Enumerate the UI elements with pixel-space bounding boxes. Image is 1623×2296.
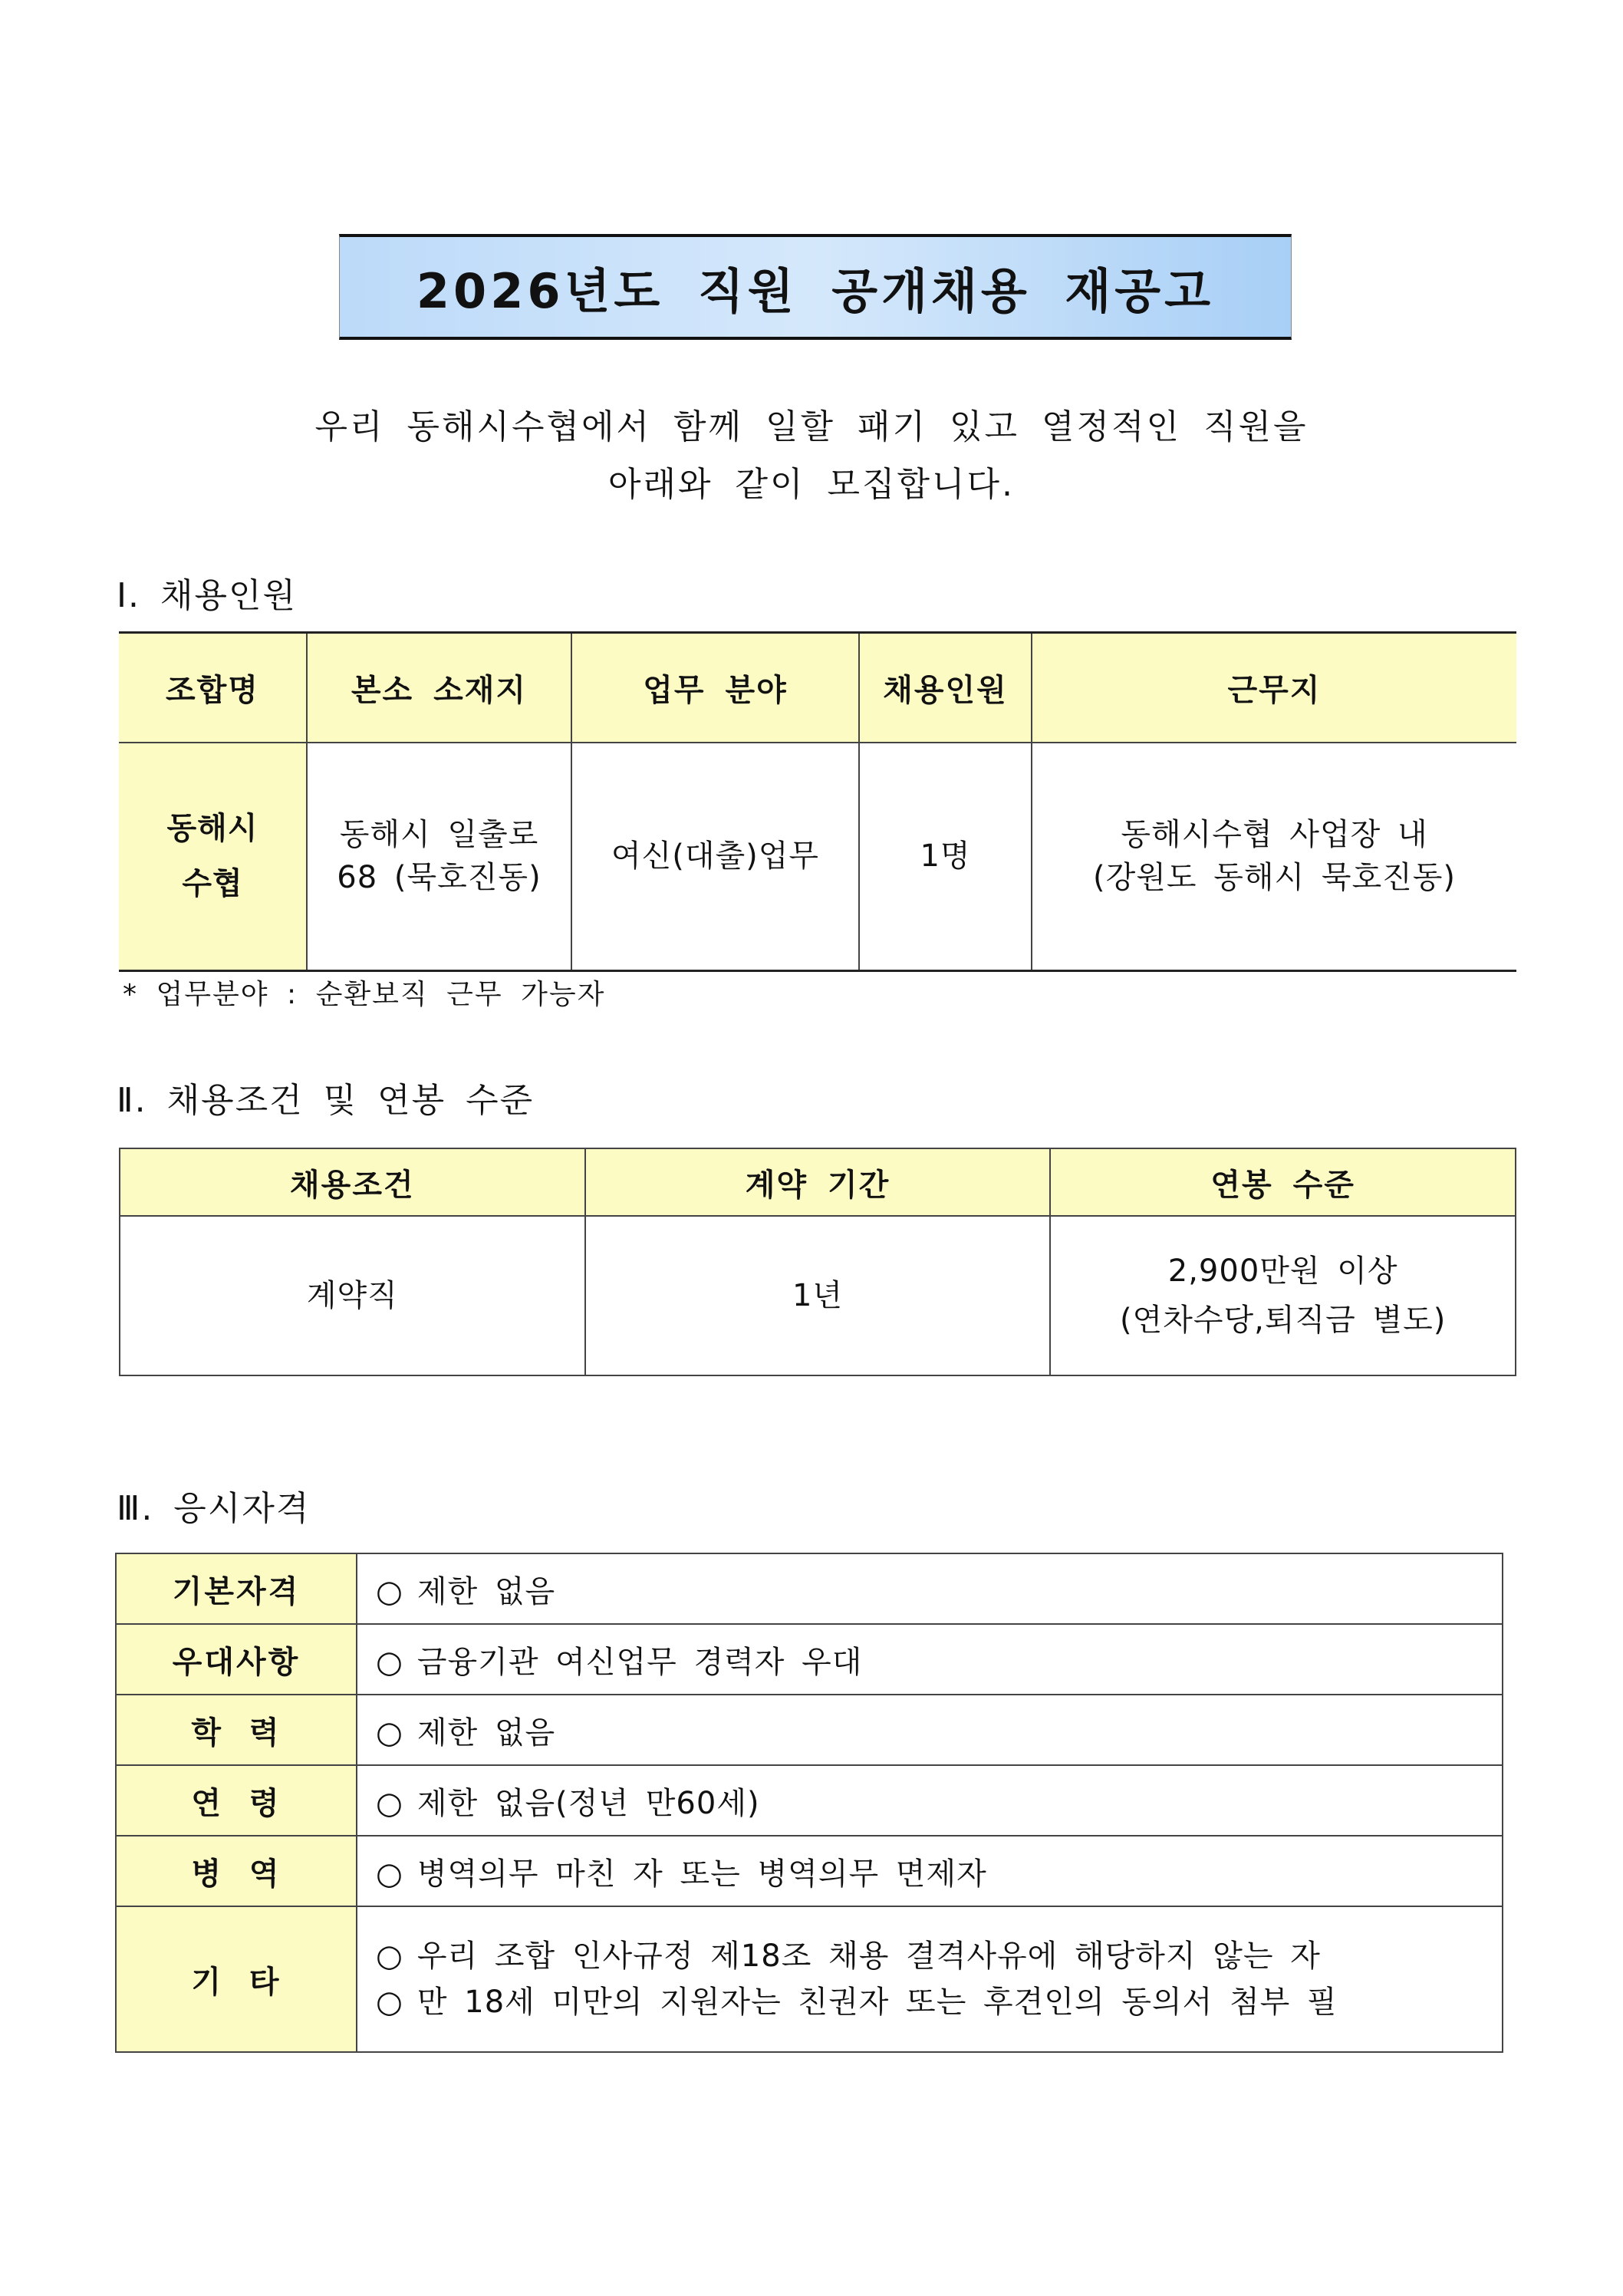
conditions-table (119, 1148, 1516, 1376)
table-row (116, 1836, 1503, 1906)
section-2-title: Ⅱ. 채용조건 및 연봉 수준 (117, 1081, 535, 1120)
value-text: 우리 조합 인사규정 제18조 채용 결격사유에 해당하지 않는 자 (416, 1939, 1321, 1974)
label-military: 병 역 (116, 1836, 357, 1906)
intro-line-2: 아래와 같이 모집합니다. (608, 465, 1015, 504)
circle-bullet-icon: ○ (376, 1985, 403, 2020)
table-row (119, 743, 1516, 971)
table-row (116, 1765, 1503, 1836)
address-line-1: 동해시 일출로 (339, 817, 539, 853)
circle-bullet-icon: ○ (376, 1856, 403, 1892)
cell-workplace (1032, 743, 1516, 971)
value-text: 제한 없음 (416, 1715, 556, 1751)
header-address: 본소 소재지 (307, 633, 571, 743)
label-age: 연 령 (116, 1765, 357, 1836)
table-header-row (120, 1148, 1516, 1216)
cell-count: 1명 (859, 743, 1032, 971)
salary-line-2: (연차수당,퇴직금 별도) (1119, 1303, 1447, 1338)
label-preference: 우대사항 (116, 1624, 357, 1695)
cell-field: 여신(대출)업무 (571, 743, 859, 971)
value-age (357, 1765, 1503, 1836)
section-1-note: * 업무분야 : 순환보직 근무 가능자 (123, 979, 606, 1010)
workplace-line-2: (강원도 동해시 묵호진동) (1092, 860, 1457, 896)
title-banner (339, 234, 1292, 340)
header-field: 업무 분야 (571, 633, 859, 743)
value-preference (357, 1624, 1503, 1695)
value-text: 금융기관 여신업무 경력자 우대 (416, 1644, 863, 1680)
union-line-2: 수협 (182, 866, 243, 902)
value-line (376, 1979, 1502, 2025)
value-line (376, 1933, 1502, 1979)
intro-line-1: 우리 동해시수협에서 함께 일할 패기 있고 열정적인 직원을 (314, 407, 1309, 446)
value-etc (357, 1906, 1503, 2052)
value-text: 제한 없음 (416, 1573, 556, 1609)
label-basic: 기본자격 (116, 1553, 357, 1624)
header-workplace: 근무지 (1032, 633, 1516, 743)
table-row (116, 1695, 1503, 1765)
cell-union (119, 743, 307, 971)
header-condition: 채용조건 (120, 1148, 585, 1216)
cell-condition: 계약직 (120, 1216, 585, 1375)
header-count: 채용인원 (859, 633, 1032, 743)
qualifications-table (115, 1553, 1503, 2053)
value-text: 제한 없음(정년 만60세) (416, 1785, 760, 1821)
cell-salary (1050, 1216, 1516, 1375)
cell-address (307, 743, 571, 971)
table-row (116, 1906, 1503, 2052)
circle-bullet-icon: ○ (376, 1644, 403, 1680)
circle-bullet-icon: ○ (376, 1785, 403, 1821)
label-education: 학 력 (116, 1695, 357, 1765)
recruitment-table (119, 631, 1516, 972)
header-union: 조합명 (119, 633, 307, 743)
value-military (357, 1836, 1503, 1906)
table-row (116, 1553, 1503, 1624)
section-3-title: Ⅲ. 응시자격 (117, 1489, 311, 1528)
salary-line-1: 2,900만원 이상 (1167, 1253, 1398, 1289)
union-line-1: 동해시 (166, 811, 258, 847)
table-row (120, 1216, 1516, 1375)
circle-bullet-icon: ○ (376, 1715, 403, 1751)
workplace-line-1: 동해시수협 사업장 내 (1121, 817, 1428, 853)
header-salary: 연봉 수준 (1050, 1148, 1516, 1216)
label-etc: 기 타 (116, 1906, 357, 2052)
address-line-2: 68 (묵호진동) (337, 860, 542, 896)
value-text: 병역의무 마친 자 또는 병역의무 면제자 (416, 1856, 987, 1892)
value-text: 만 18세 미만의 지원자는 친권자 또는 후견인의 동의서 첨부 필 (416, 1985, 1338, 2020)
header-period: 계약 기간 (585, 1148, 1051, 1216)
table-row (116, 1624, 1503, 1695)
value-education (357, 1695, 1503, 1765)
value-basic (357, 1553, 1503, 1624)
circle-bullet-icon: ○ (376, 1573, 403, 1609)
cell-period: 1년 (585, 1216, 1051, 1375)
page-title: 2026년도 직원 공개채용 재공고 (416, 262, 1215, 319)
circle-bullet-icon: ○ (376, 1939, 403, 1974)
section-1-title: Ⅰ. 채용인원 (117, 576, 297, 615)
table-header-row (119, 633, 1516, 743)
